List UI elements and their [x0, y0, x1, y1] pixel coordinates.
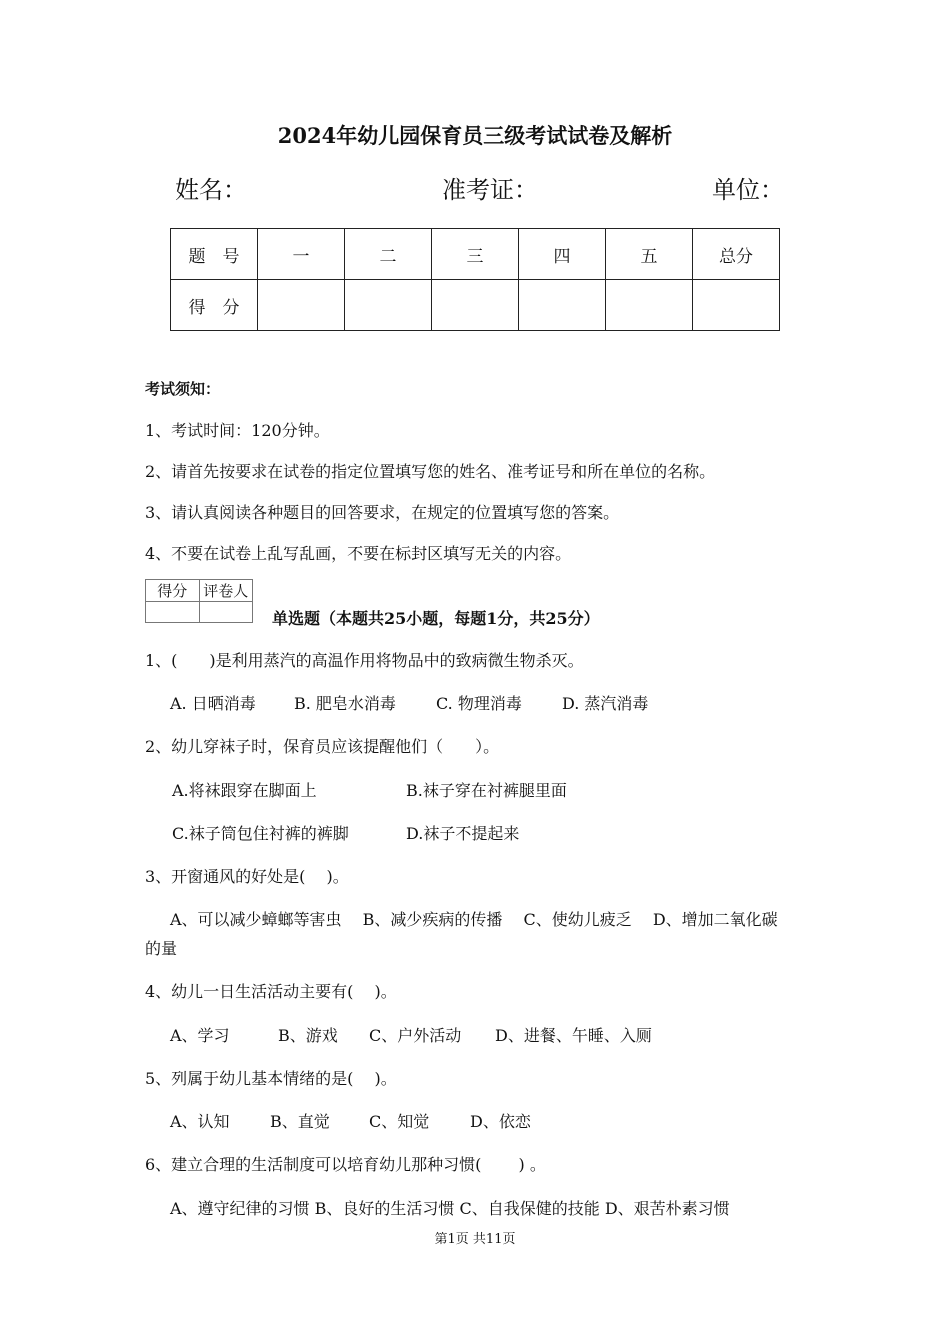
score-table-score-row	[171, 280, 780, 331]
section-title: 单选题（本题共25小题，每题1分，共25分）	[272, 609, 600, 628]
grader-name-cell[interactable]	[199, 602, 253, 623]
score-table-header-cell: 一	[258, 229, 345, 280]
score-table-header-cell: 二	[345, 229, 432, 280]
unit-field-label: 单位：	[712, 176, 784, 204]
question-stem: 1、( )是利用蒸汽的高温作用将物品中的致病微生物杀灭。	[145, 651, 584, 670]
score-table-header-cell: 总分	[693, 229, 780, 280]
score-table-row-label: 得 分	[171, 280, 258, 331]
page-footer: 第1页 共11页	[434, 1232, 516, 1247]
option-c: C.袜子筒包住衬裤的裤脚	[172, 824, 349, 843]
score-table-header-cell: 三	[432, 229, 519, 280]
option-b: B、游戏	[278, 1026, 338, 1045]
option-a: A. 日晒消毒	[170, 694, 256, 713]
option-c: C、知觉	[369, 1112, 430, 1131]
question-stem: 2、幼儿穿袜子时，保育员应该提醒他们（ ）。	[145, 737, 500, 756]
notice-item: 2、请首先按要求在试卷的指定位置填写您的姓名、准考证号和所在单位的名称。	[145, 462, 716, 481]
notice-item: 1、考试时间：120分钟。	[145, 421, 330, 440]
grader-name-label: 评卷人	[199, 580, 253, 602]
option-b: B、直觉	[270, 1112, 330, 1131]
question-stem: 3、开窗通风的好处是( )。	[145, 867, 349, 886]
notice-item: 4、不要在试卷上乱写乱画，不要在标封区填写无关的内容。	[145, 544, 572, 563]
notice-item: 3、请认真阅读各种题目的回答要求，在规定的位置填写您的答案。	[145, 503, 620, 522]
option-a: A、学习	[170, 1026, 230, 1045]
question-stem: 6、建立合理的生活制度可以培育幼儿那种习惯( ) 。	[145, 1155, 546, 1174]
name-field-label: 姓名：	[175, 176, 247, 204]
document-title: 2024年幼儿园保育员三级考试试卷及解析	[277, 123, 673, 148]
option-line: A、可以减少蟑螂等害虫 B、减少疾病的传播 C、使幼儿疲乏 D、增加二氧化碳	[170, 910, 778, 929]
score-cell[interactable]	[519, 280, 606, 331]
option-c: C、户外活动	[369, 1026, 462, 1045]
score-table-header-row	[171, 229, 780, 280]
grader-box	[145, 579, 253, 623]
option-d: D、依恋	[470, 1112, 531, 1131]
score-cell[interactable]	[693, 280, 780, 331]
notice-heading: 考试须知：	[145, 380, 221, 398]
option-line-wrap: 的量	[145, 939, 178, 958]
option-d: D、进餐、午睡、入厕	[495, 1026, 652, 1045]
exam-id-field-label: 准考证：	[442, 176, 538, 204]
score-table-header-cell: 五	[606, 229, 693, 280]
question-stem: 4、幼儿一日生活活动主要有( )。	[145, 982, 397, 1001]
option-d: D. 蒸汽消毒	[562, 694, 649, 713]
grader-score-cell[interactable]	[146, 602, 200, 623]
score-table-header-cell: 四	[519, 229, 606, 280]
option-c: C. 物理消毒	[436, 694, 522, 713]
score-cell[interactable]	[432, 280, 519, 331]
score-cell[interactable]	[258, 280, 345, 331]
option-d: D.袜子不提起来	[406, 824, 520, 843]
option-b: B.袜子穿在衬裤腿里面	[406, 781, 567, 800]
score-cell[interactable]	[345, 280, 432, 331]
option-a: A、认知	[170, 1112, 230, 1131]
score-table	[170, 228, 780, 331]
option-a: A.将袜跟穿在脚面上	[172, 781, 317, 800]
grader-score-label: 得分	[146, 580, 200, 602]
score-cell[interactable]	[606, 280, 693, 331]
question-stem: 5、列属于幼儿基本情绪的是( )。	[145, 1069, 397, 1088]
option-line: A、遵守纪律的习惯 B、良好的生活习惯 C、自我保健的技能 D、艰苦朴素习惯	[170, 1199, 730, 1218]
score-table-header-cell: 题 号	[171, 229, 258, 280]
option-b: B. 肥皂水消毒	[294, 694, 396, 713]
